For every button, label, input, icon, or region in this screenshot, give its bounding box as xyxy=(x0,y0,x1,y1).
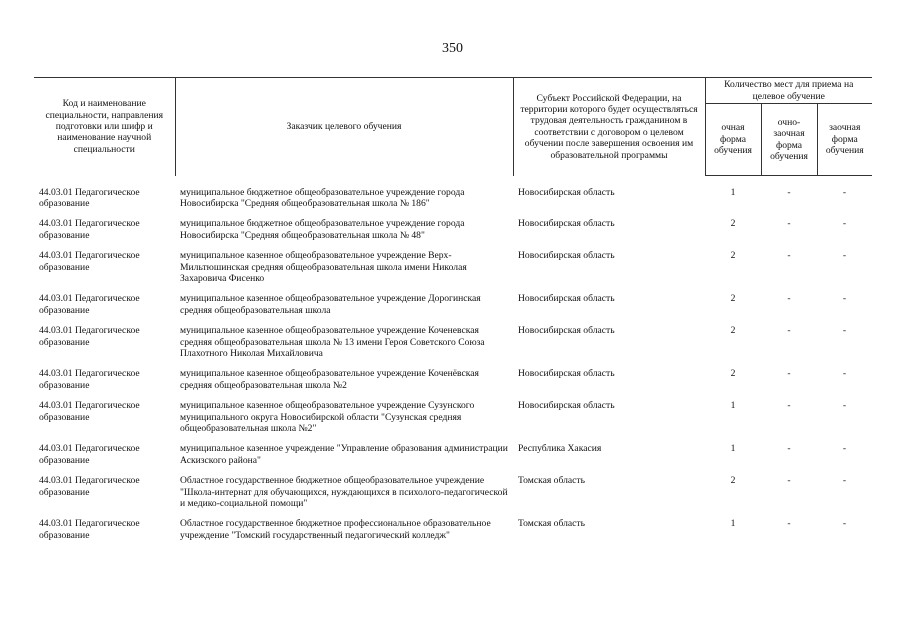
header-customer: Заказчик целевого обучения xyxy=(175,78,513,176)
customer-cell: Областное государственное бюджетное профессиональное образовательное учреждение "Томский государственный педагогический колледж" xyxy=(180,518,491,541)
part-time-cell: - xyxy=(787,187,791,198)
subject-cell: Новосибирская область xyxy=(518,325,615,337)
full-time-cell: 2 xyxy=(730,293,736,305)
customer-cell: муниципальное бюджетное общеобразовательное учреждение города Новосибирска "Средняя общеобразовательная школа № 48" xyxy=(180,218,465,241)
table-row xyxy=(34,323,872,366)
full-time-cell: 2 xyxy=(730,218,736,230)
code-cell: 44.03.01 Педагогическое образование xyxy=(39,400,140,423)
customer-cell: муниципальное бюджетное общеобразовательное учреждение города Новосибирска "Средняя общеобразовательная школа № 186" xyxy=(180,186,465,209)
correspondence-cell: - xyxy=(842,443,847,455)
table-row xyxy=(34,398,872,441)
customer-cell: муниципальное казенное учреждение "Управление образования администрации Аскизского района" xyxy=(180,443,508,466)
customer-cell: муниципальное казенное общеобразовательное учреждение Дорогинская средняя общеобразовательная школа xyxy=(180,293,481,316)
full-time-cell: 2 xyxy=(730,368,736,380)
full-time-cell: 2 xyxy=(730,250,736,262)
part-time-cell: - xyxy=(787,443,791,455)
full-time-cell: 1 xyxy=(730,518,736,530)
table-row xyxy=(34,291,872,323)
part-time-cell: - xyxy=(787,250,791,262)
full-time-cell: 2 xyxy=(730,475,736,487)
code-cell: 44.03.01 Педагогическое образование xyxy=(39,250,140,273)
table-row xyxy=(34,473,872,516)
header-part-time: очно-заочная форма обучения xyxy=(761,104,817,176)
subject-cell: Томская область xyxy=(518,475,585,487)
correspondence-cell: - xyxy=(842,218,847,230)
code-cell: 44.03.01 Педагогическое образование xyxy=(39,518,140,541)
subject-cell: Томская область xyxy=(518,518,585,530)
correspondence-cell: - xyxy=(842,250,847,262)
subject-cell: Новосибирская область xyxy=(518,293,615,305)
header-places: Количество мест для приема на целевое обучение xyxy=(705,78,872,104)
full-time-cell: 1 xyxy=(730,187,736,198)
part-time-cell: - xyxy=(787,325,791,337)
customer-cell: муниципальное казенное общеобразовательное учреждение Верх-Мильтюшинская средняя общеобразовательная школа имени Николая Захаровича Фисенко xyxy=(180,250,467,284)
correspondence-cell: - xyxy=(842,368,847,380)
table-body xyxy=(34,176,872,549)
full-time-cell: 2 xyxy=(730,325,736,337)
customer-cell: муниципальное казенное общеобразовательное учреждение Коченевская средняя общеобразовательная школа № 13 имени Героя Советского Союза Плахотного Николая Михайловича xyxy=(180,325,485,359)
subject-cell: Новосибирская область xyxy=(518,400,615,412)
customer-cell: Областное государственное бюджетное общеобразовательное учреждение "Школа-интернат для обучающихся, нуждающихся в психолого-педагогической и медико-социальной помощи" xyxy=(180,475,508,510)
code-cell: 44.03.01 Педагогическое образование xyxy=(39,443,140,466)
customer-cell: муниципальное казенное общеобразовательное учреждение Сузунского муниципального округа Новосибирской области "Сузунская средняя общеобразовательная школа №2" xyxy=(180,400,475,434)
subject-cell: Республика Хакасия xyxy=(518,443,602,455)
page-number: 350 xyxy=(442,41,463,56)
target-admission-table xyxy=(34,77,872,548)
correspondence-cell: - xyxy=(842,187,847,198)
part-time-cell: - xyxy=(787,293,791,305)
part-time-cell: - xyxy=(787,400,791,412)
code-cell: 44.03.01 Педагогическое образование xyxy=(39,325,140,348)
table-header xyxy=(34,78,872,176)
table-row xyxy=(34,248,872,291)
header-subject: Субъект Российской Федерации, на территории которого будет осуществляться трудовая деятельность гражданином в соответствии с договором о целевом обучении после завершения освоения им образовательной программы xyxy=(513,78,705,176)
customer-cell: муниципальное казенное общеобразовательное учреждение Кочeнёвская средняя общеобразовательная школа №2 xyxy=(180,368,479,391)
part-time-cell: - xyxy=(787,218,791,230)
correspondence-cell: - xyxy=(842,293,847,305)
table-row xyxy=(34,516,872,548)
code-cell: 44.03.01 Педагогическое образование xyxy=(39,293,140,316)
table-row xyxy=(34,176,872,217)
subject-cell: Новосибирская область xyxy=(518,250,615,262)
full-time-cell: 1 xyxy=(730,400,736,412)
part-time-cell: - xyxy=(787,518,791,530)
code-cell: 44.03.01 Педагогическое образование xyxy=(39,218,140,241)
subject-cell: Новосибирская область xyxy=(518,186,615,198)
correspondence-cell: - xyxy=(842,400,847,412)
table-row xyxy=(34,441,872,473)
code-cell: 44.03.01 Педагогическое образование xyxy=(39,368,140,391)
header-full-time: очная форма обучения xyxy=(705,104,761,176)
full-time-cell: 1 xyxy=(730,443,736,455)
part-time-cell: - xyxy=(787,368,791,380)
subject-cell: Новосибирская область xyxy=(518,368,615,380)
header-correspondence: заочная форма обучения xyxy=(817,104,872,176)
code-cell: 44.03.01 Педагогическое образование xyxy=(39,186,140,209)
table-row xyxy=(34,366,872,398)
table-row xyxy=(34,216,872,248)
subject-cell: Новосибирская область xyxy=(518,218,615,230)
header-code: Код и наименование специальности, направления подготовки или шифр и наименование научной специальности xyxy=(34,78,175,176)
correspondence-cell: - xyxy=(842,475,847,487)
part-time-cell: - xyxy=(787,475,791,487)
correspondence-cell: - xyxy=(842,325,847,337)
code-cell: 44.03.01 Педагогическое образование xyxy=(39,475,140,498)
correspondence-cell: - xyxy=(842,518,847,530)
